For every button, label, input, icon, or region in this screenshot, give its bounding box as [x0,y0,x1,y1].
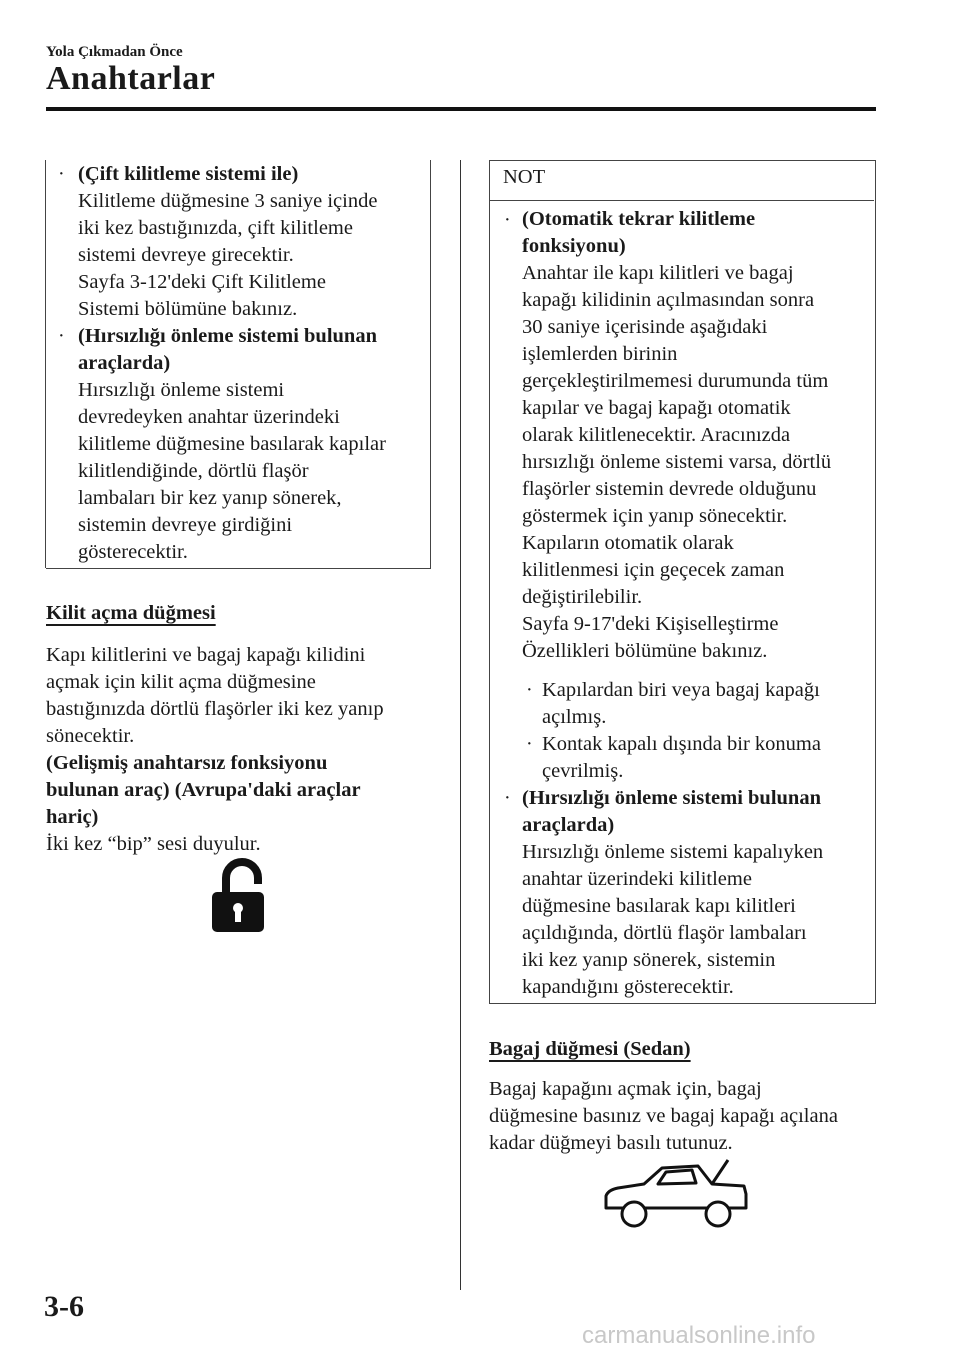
note-item2 [504,785,870,1001]
left-item2-title [62,323,430,377]
text-line: açılmış. [542,706,607,728]
left-item1-text [62,188,430,323]
text-line: (Otomatik tekrar kilitleme [522,208,756,230]
text-line: Kontak kapalı dışında bir konuma [542,733,821,755]
bullet-icon: · [58,325,65,347]
text-line: kapılar ve bagaj kapağı otomatik [522,397,791,419]
left-item1-title: (Çift kilitleme sistemi ile) [78,163,299,185]
text-line: 30 saniye içerisinde aşağıdaki [522,316,768,338]
text-line: sistemi devreye girecektir. [78,244,294,266]
page-number: 3-6 [44,1290,84,1323]
text-line: bulunan araç) (Avrupa'daki araçlar [46,779,361,801]
text-line: hariç) [46,806,99,828]
watermark: carmanualsonline.info [582,1322,816,1349]
text-line: Sayfa 9-17'deki Kişiselleştirme [522,613,779,635]
text-line: (Hırsızlığı önleme sistemi bulunan [522,787,821,809]
text-line: kapağı kilidinin açılmasından sonra [522,289,815,311]
text-line: Kapılardan biri veya bagaj kapağı [542,679,820,701]
text-line: Anahtar ile kapı kilitleri ve bagaj [522,262,794,284]
column-divider [460,160,461,1290]
text-line: kilitlenmesi için geçecek zaman [522,559,785,581]
text-line: sistemin devreye girdiğini [78,514,293,536]
text-line: düğmesine basınız ve bagaj kapağı açılana [489,1105,838,1127]
text-line: İki kez “bip” sesi duyulur. [46,833,261,855]
text-line: anahtar üzerindeki kilitleme [522,868,752,890]
text-line: sönecektir. [46,725,135,747]
note-sublist [508,677,870,785]
note-label: NOT [503,166,546,188]
text-line: değiştirilebilir. [522,586,643,608]
text-line: düğmesine basılarak kapı kilitleri [522,895,796,917]
text-line: işlemlerden birinin [522,343,678,365]
unlock-padlock-icon [208,858,268,939]
note-subitem-1 [542,677,870,731]
bullet-icon: · [58,163,65,185]
note-item1-text [508,260,870,665]
text-line: devredeyken anahtar üzerindeki [78,406,340,428]
text-line: gerçekleştirilmemesi durumunda tüm [522,370,829,392]
text-line: olarak kilitlenecektir. Aracınızda [522,424,791,446]
text-line: kadar düğmeyi basılı tutunuz. [489,1132,733,1154]
text-line: Kilitleme düğmesine 3 saniye içinde [78,190,378,212]
text-line: (Gelişmiş anahtarsız fonksiyonu [46,752,328,774]
text-line: açmak için kilit açma düğmesine [46,671,316,693]
text-line: Sayfa 3-12'deki Çift Kilitleme [78,271,326,293]
text-line: araçlarda) [522,814,615,836]
text-line: Sistemi bölümüne bakınız. [78,298,298,320]
bullet-icon: · [504,209,511,231]
left-item2-text [62,377,430,566]
text-line: gösterecektir. [78,541,188,563]
text-line: Kapıların otomatik olarak [522,532,734,554]
bullet-icon: · [526,679,533,701]
text-line: flaşörler sistemin devrede olduğunu [522,478,817,500]
note-item1-title [508,206,870,260]
text-line: bastığınızda dörtlü flaşörler iki kez yanıp [46,698,384,720]
text-line: açıldığında, dörtlü flaşör lambaları [522,922,807,944]
chapter-title: Anahtarlar [46,60,216,97]
text-line: kapandığını gösterecektir. [522,976,734,998]
note-item2-text [508,839,870,1001]
text-line: (Hırsızlığı önleme sistemi bulunan [78,325,377,347]
text-line: kilitleme düğmesine basılarak kapılar [78,433,386,455]
text-line: araçlarda) [78,352,171,374]
note-subitem-2 [542,731,870,785]
text-line: kilitlendiğinde, dörtlü flaşör [78,460,309,482]
text-line: fonksiyonu) [522,235,626,257]
text-line: Hırsızlığı önleme sistemi kapalıyken [522,841,824,863]
trunk-body [489,1076,909,1157]
text-line: çevrilmiş. [542,760,624,782]
note-header [489,160,874,201]
text-line: Özellikleri bölümüne bakınız. [522,640,768,662]
sedan-trunk-open-icon [600,1158,750,1237]
header-rule [46,107,876,111]
unlock-heading: Kilit açma düğmesi [46,602,216,624]
unlock-body [46,642,446,858]
text-line: Hırsızlığı önleme sistemi [78,379,285,401]
note-item2-title [508,785,870,839]
text-line: lambaları bir kez yanıp sönerek, [78,487,342,509]
trunk-heading: Bagaj düğmesi (Sedan) [489,1038,691,1060]
left-box-content [58,160,430,566]
text-line: hırsızlığı önleme sistemi varsa, dörtlü [522,451,832,473]
text-line: Bagaj kapağını açmak için, bagaj [489,1078,762,1100]
text-line: iki kez yanıp sönerek, sistemin [522,949,776,971]
text-line: Kapı kilitlerini ve bagaj kapağı kilidini [46,644,366,666]
bullet-icon: · [526,733,533,755]
bullet-icon: · [504,787,511,809]
text-line: iki kez bastığınızda, çift kilitleme [78,217,353,239]
text-line: göstermek için yanıp sönecektir. [522,505,788,527]
section-title: Yola Çıkmadan Önce [46,44,183,60]
note-content [504,206,870,1001]
